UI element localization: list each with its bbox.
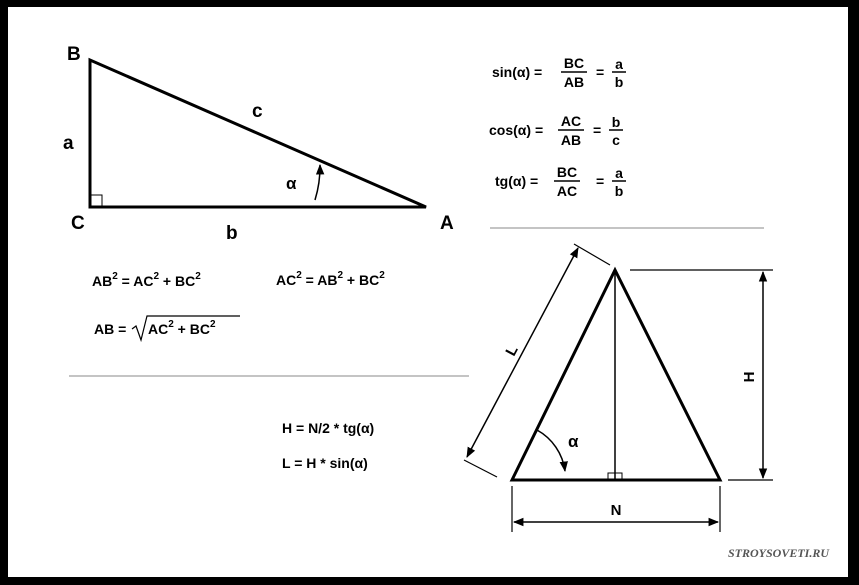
svg-text:AC2 + BC2: $AC^2 + BC^2$ bbox=[148, 319, 216, 337]
base-angle-label: α bbox=[568, 432, 579, 451]
cos-eq: = bbox=[593, 122, 602, 138]
sin-num2: a bbox=[615, 56, 623, 72]
side-c-label: c bbox=[252, 101, 263, 122]
cos-lhs: cos(α) = bbox=[489, 122, 544, 138]
tg-eq: = bbox=[596, 173, 605, 189]
angle-alpha-label: α bbox=[286, 174, 297, 193]
triangle-outline bbox=[90, 60, 426, 207]
n-label: N bbox=[610, 502, 622, 519]
cos-num2: b bbox=[611, 114, 621, 130]
right-angle-marker bbox=[90, 195, 102, 207]
svg-text:AC2 = AB2 + BC2: $AC^2 = AB^2 + BC^2$ bbox=[276, 270, 385, 288]
sin-den1: AB bbox=[563, 74, 585, 90]
diagram-sheet bbox=[8, 7, 848, 577]
cos-den2: c bbox=[612, 132, 620, 148]
l-ext-bottom bbox=[464, 460, 497, 477]
l-label: L bbox=[502, 342, 522, 359]
pythagoras-eq1 bbox=[92, 271, 201, 289]
formula-h: H = N/2 * tg(α) bbox=[282, 420, 375, 436]
cos-num1: AC bbox=[560, 113, 582, 129]
l-dimension-line bbox=[467, 248, 578, 457]
sin-eq: = bbox=[596, 64, 605, 80]
pythagoras-eq2 bbox=[276, 270, 385, 288]
diagram-canvas bbox=[8, 7, 848, 577]
cos-den1: AB bbox=[560, 132, 582, 148]
sin-num1: BC bbox=[563, 55, 585, 71]
isosceles-triangle bbox=[464, 244, 773, 532]
pythagoras-eq3 bbox=[94, 316, 240, 340]
tg-num1: BC bbox=[556, 164, 578, 180]
vertex-b-label: B bbox=[67, 44, 81, 65]
formula-l: L = H * sin(α) bbox=[282, 455, 368, 471]
l-ext-top bbox=[574, 244, 610, 265]
isosceles-outline bbox=[512, 270, 720, 480]
sin-lhs: sin(α) = bbox=[492, 64, 543, 80]
formula-tg bbox=[495, 164, 626, 199]
formula-sin bbox=[492, 55, 626, 90]
angle-arc bbox=[315, 165, 320, 200]
tg-lhs: tg(α) = bbox=[495, 173, 539, 189]
h-label: H bbox=[741, 371, 758, 383]
tg-den2: b bbox=[614, 183, 624, 199]
tg-den1: AC bbox=[556, 183, 578, 199]
side-b-label: b bbox=[226, 223, 238, 244]
side-a-label: a bbox=[63, 133, 74, 154]
tg-num2: a bbox=[615, 165, 623, 181]
vertex-a-label: A bbox=[440, 213, 454, 234]
base-angle-arc bbox=[537, 430, 565, 471]
eq3-lhs: AB = bbox=[94, 321, 127, 337]
sin-den2: b bbox=[614, 74, 624, 90]
right-triangle bbox=[63, 44, 454, 244]
svg-text:AB2 = AC2 + BC2: $AB^2 = AC^2 + BC^2$ bbox=[92, 271, 201, 289]
formula-cos bbox=[489, 113, 623, 148]
watermark: STROYSOVETI.RU bbox=[727, 546, 829, 560]
vertex-c-label: C bbox=[71, 213, 85, 234]
